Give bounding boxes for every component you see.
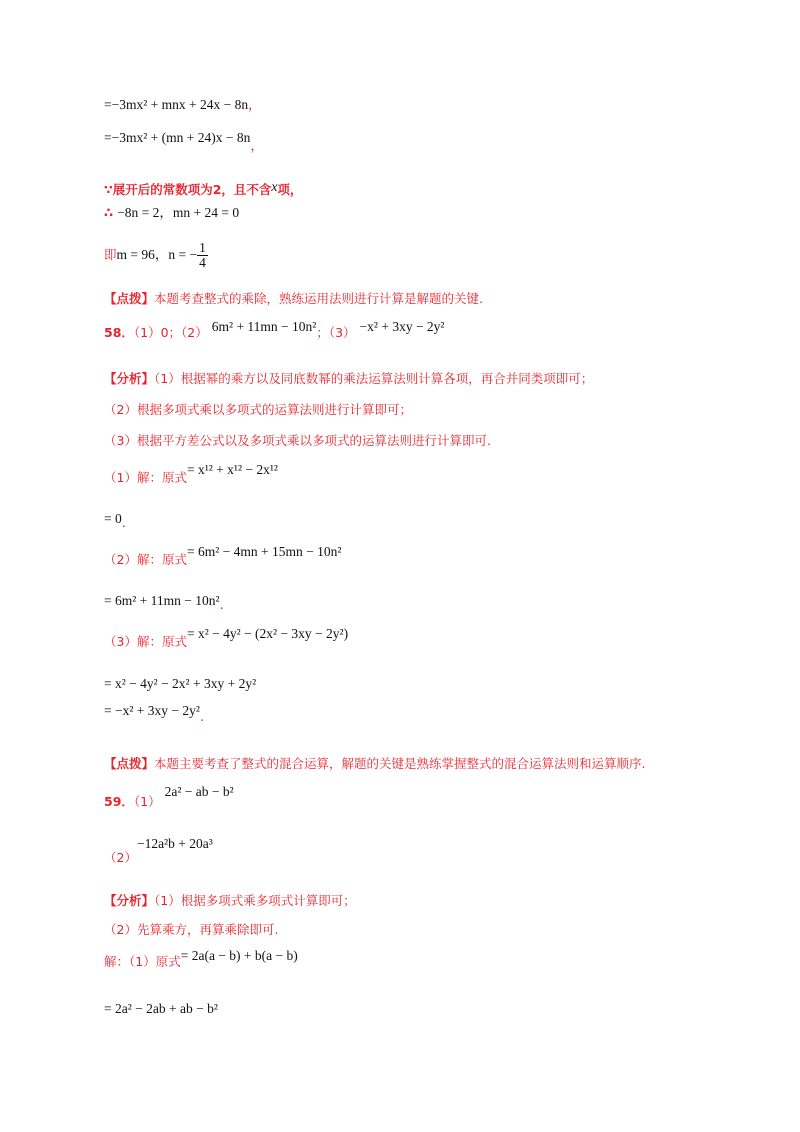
equation-text: = −x² + 3xy − 2y² bbox=[104, 703, 200, 718]
solution-58-2-result bbox=[104, 592, 224, 611]
q59-answer-2 bbox=[104, 838, 213, 863]
answer-part: （1）0；（2） bbox=[133, 325, 208, 340]
equation-text: = 2a² − 2ab + ab − b² bbox=[104, 1001, 218, 1016]
answer-part: ；（3） bbox=[316, 325, 356, 340]
equation-line-2 bbox=[104, 129, 264, 154]
answer-expression: −12a²b + 20a³ bbox=[136, 836, 213, 851]
solution-58-1-result bbox=[104, 510, 126, 529]
solution-58-3-step bbox=[104, 675, 256, 694]
solution-label: （2）解：原式 bbox=[104, 552, 187, 567]
dianbo-58 bbox=[104, 755, 646, 774]
fenxi-tag: 【分析】 bbox=[104, 893, 155, 908]
fenxi-59-line-1 bbox=[104, 892, 356, 911]
dianbo-text: 本题考查整式的乘除，熟练运用法则进行计算是解题的关键. bbox=[154, 291, 483, 306]
fenxi-text: （1）根据幂的乘方以及同底数幂的乘法运算法则计算各项，再合并同类项即可； bbox=[154, 371, 594, 386]
equation-text: = 6m² + 11mn − 10n² bbox=[104, 593, 220, 608]
punctuation: . bbox=[121, 516, 126, 531]
equation-text: = 0 bbox=[104, 511, 122, 526]
equation-text: = 6m² − 4mn + 15mn − 10n² bbox=[186, 544, 342, 559]
ji-label: 即 bbox=[104, 247, 117, 262]
therefore-symbol: ∴ bbox=[104, 206, 114, 221]
dianbo-57 bbox=[104, 290, 483, 309]
equation-text: = x² − 4y² − (2x² − 3xy − 2y²) bbox=[186, 626, 349, 641]
solution-59-1 bbox=[104, 950, 298, 975]
solution-label: （1）解：原式 bbox=[104, 470, 187, 485]
equation-line-1 bbox=[104, 96, 261, 115]
answer-expression: 6m² + 11mn − 10n² bbox=[211, 319, 317, 334]
equation-text: = 2a(a − b) + b(a − b) bbox=[180, 948, 298, 963]
solution-58-3-result bbox=[104, 702, 205, 725]
solution-label: （3）解：原式 bbox=[104, 634, 187, 649]
equation-text: =−3mx² + mnx + 24x − 8n bbox=[104, 97, 249, 112]
answer-expression: 2a² − ab − b² bbox=[164, 784, 234, 799]
fenxi-58-line-3 bbox=[104, 432, 491, 451]
dianbo-tag: 【点拨】 bbox=[104, 756, 155, 771]
condition-suffix: 项， bbox=[277, 182, 303, 197]
equation-text: m = 96，n = − bbox=[116, 247, 198, 262]
question-number: 58． bbox=[104, 325, 134, 340]
fenxi-text: （2）先算乘方，再算乘除即可. bbox=[104, 922, 279, 937]
solution-58-3 bbox=[104, 626, 349, 655]
fenxi-tag: 【分析】 bbox=[104, 371, 155, 386]
solution-58-1 bbox=[104, 462, 278, 491]
dianbo-tag: 【点拨】 bbox=[104, 291, 155, 306]
dianbo-text: 本题主要考查了整式的混合运算，解题的关键是熟练掌握整式的混合运算法则和运算顺序. bbox=[154, 756, 646, 771]
solution-label: 解：（1）原式 bbox=[104, 954, 181, 969]
condition-variable: x bbox=[271, 179, 278, 194]
equation-text: = x² − 4y² − 2x² + 3xy + 2y² bbox=[104, 676, 257, 691]
condition-line bbox=[104, 181, 302, 200]
fenxi-59-line-2 bbox=[104, 921, 278, 940]
condition-prefix: ∵展开后的常数项为2，且不含 bbox=[104, 182, 272, 197]
equation-text: = x¹² + x¹² − 2x¹² bbox=[186, 462, 278, 477]
punctuation: ， bbox=[250, 139, 264, 154]
punctuation: . bbox=[219, 598, 224, 613]
fenxi-text: （3）根据平方差公式以及多项式乘以多项式的运算法则进行计算即可. bbox=[104, 433, 491, 448]
punctuation: . bbox=[199, 710, 205, 725]
punctuation: ， bbox=[248, 98, 262, 113]
fenxi-58-line-1 bbox=[104, 370, 593, 389]
answer-part: （2） bbox=[104, 850, 137, 865]
fraction-denominator: 4 bbox=[199, 255, 206, 270]
fraction-numerator: 1 bbox=[199, 240, 206, 255]
question-number: 59． bbox=[104, 794, 134, 809]
q59-answer-1 bbox=[104, 784, 234, 815]
result-line bbox=[104, 236, 208, 275]
fenxi-58-line-2 bbox=[104, 401, 412, 420]
solution-58-2 bbox=[104, 544, 342, 573]
equation-text: =−3mx² + (mn + 24)x − 8n bbox=[104, 130, 251, 145]
q58-answer-line bbox=[104, 321, 444, 346]
fenxi-text: （2）根据多项式乘以多项式的运算法则进行计算即可； bbox=[104, 402, 412, 417]
answer-expression: −x² + 3xy − 2y² bbox=[359, 319, 445, 334]
solution-59-1-step bbox=[104, 1000, 218, 1019]
equation-text: −8n = 2，mn + 24 = 0 bbox=[117, 205, 240, 220]
fraction bbox=[197, 241, 208, 270]
fenxi-text: （1）根据多项式乘多项式计算即可； bbox=[154, 893, 356, 908]
answer-part: （1） bbox=[133, 794, 161, 809]
therefore-line bbox=[104, 204, 239, 223]
